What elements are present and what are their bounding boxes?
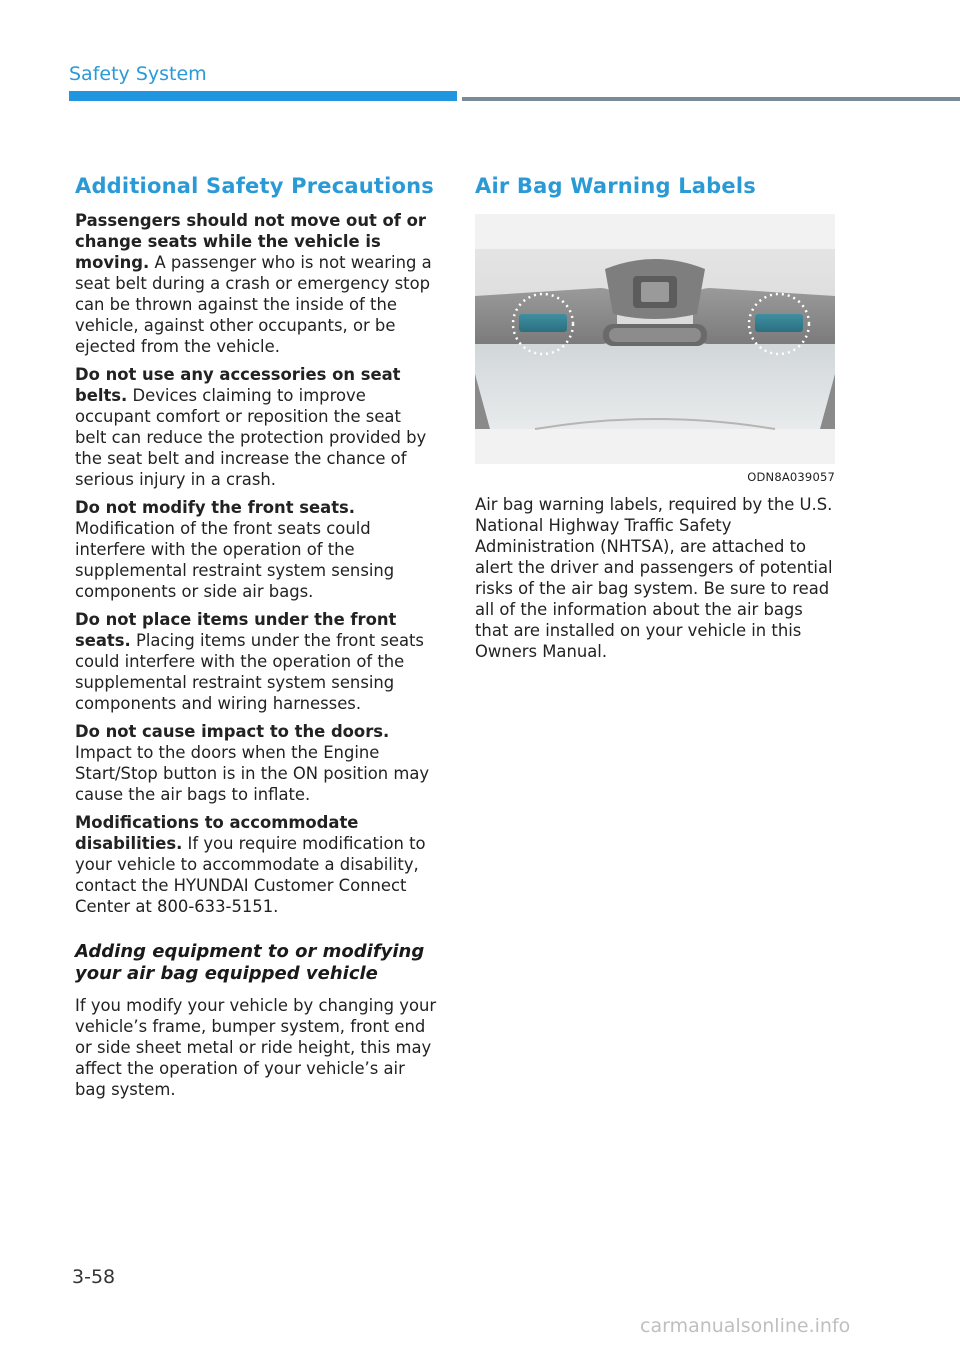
precaution-text: Devices claiming to improve occupant comfort or reposition the seat belt can reduce the protection provided by the seat belt and increase the chance of serious injury in a crash. [75, 386, 427, 489]
precaution-paragraph [75, 497, 437, 602]
precaution-lead: Passengers should not move out of or change seats while the vehicle is moving. [75, 211, 426, 272]
header-accent-bar [69, 91, 457, 101]
header-divider [462, 97, 960, 101]
precaution-lead: Do not modify the front seats. [75, 498, 356, 517]
warning-labels-text: Air bag warning labels, required by the U.S. National Highway Traffic Safety Administration (NHTSA), are attached to alert the driver and passengers of potential risks of the air bag system. Be sure to read all of the information about the air bags that are installed on your vehicle in this Owners Manual. [475, 495, 833, 661]
precaution-paragraph [75, 364, 437, 490]
page-number: 3-58 [72, 1266, 116, 1288]
precaution-text: If you require modification to your vehicle to accommodate a disability, contact the HYUNDAI Customer Connect Center at 800-633-5151. [75, 834, 426, 916]
airbag-label-figure [475, 214, 835, 464]
headliner-illustration [475, 214, 835, 464]
left-warning-label [519, 314, 567, 332]
section-title: Safety System [69, 63, 207, 85]
left-column [75, 170, 437, 1107]
precaution-text: Impact to the doors when the Engine Start/Stop button is in the ON position may cause the air bags to inflate. [75, 743, 430, 804]
modifying-equipment-text: If you modify your vehicle by changing your vehicle’s frame, bumper system, front end or side sheet metal or ride height, this may affect the operation of your vehicle’s air bag system. [75, 996, 437, 1099]
watermark: carmanualsonline.info [640, 1315, 851, 1337]
additional-precautions-heading: Additional Safety Precautions [75, 174, 434, 198]
precaution-text: Placing items under the front seats could interfere with the operation of the supplemental restraint system sensing components and wiring harnesses. [75, 631, 424, 713]
precaution-lead: Do not use any accessories on seat belts. [75, 365, 401, 405]
precaution-text: A passenger who is not wearing a seat belt during a crash or emergency stop can be thrown against the inside of the vehicle, against other occupants, or be ejected from the vehicle. [75, 253, 432, 356]
precaution-paragraph [75, 609, 437, 714]
precaution-lead: Do not cause impact to the doors. [75, 722, 390, 741]
precaution-paragraph [75, 812, 437, 917]
precaution-lead: Do not place items under the front seats. [75, 610, 397, 650]
right-column [475, 170, 835, 669]
warning-labels-heading: Air Bag Warning Labels [475, 174, 756, 198]
right-warning-label [755, 314, 803, 332]
precaution-paragraph [75, 210, 437, 357]
precaution-paragraph [75, 721, 437, 805]
precaution-text: Modification of the front seats could interfere with the operation of the supplemental restraint system sensing components or side air bags. [75, 519, 395, 601]
modifying-equipment-subheading: Adding equipment to or modifying your air bag equipped vehicle [75, 941, 425, 984]
precaution-lead: Modifications to accommodate disabilities. [75, 813, 359, 853]
figure-code: ODN8A039057 [747, 470, 835, 484]
